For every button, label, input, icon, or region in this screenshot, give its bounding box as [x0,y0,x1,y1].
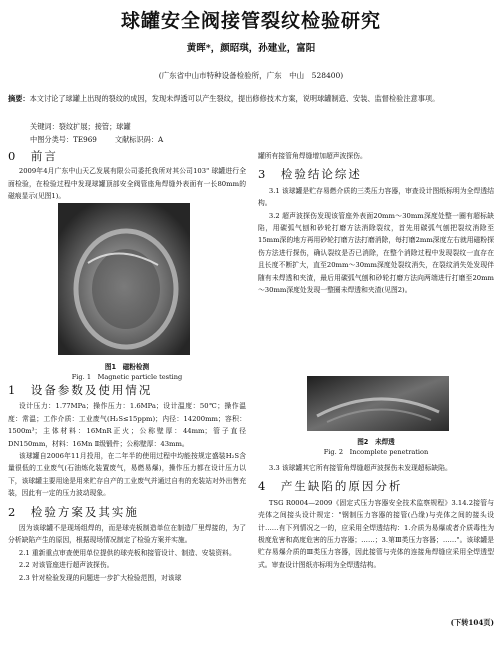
figure-1-caption [8,362,246,382]
right-column-lower [258,462,494,571]
paragraph-parameters: 设计压力：1.77MPa；操作压力：1.6MPa；设计温度：50℃；操作温度：常温；工作介质：工业废气(H₂S≤15ppm)；内径：14200mm；容积：1500m³；主体材料：16MnR正火；公称壁厚：44mm；管子直径DN150mm，材料：16Mn Ⅱ级锻件；公称壁厚：43mm。 [8,402,246,448]
left-column-lower [8,384,246,584]
paper-title: 球罐安全阀接管裂纹检验研究 [120,10,381,32]
figure-1-caption-en: Fig. 1 Magnetic particle testing [71,373,183,381]
paragraph-3-3: 3.3 该球罐其它所有接管角焊缝超声波探伤未发现超标缺陷。 [268,464,452,472]
figure-1-photo [58,203,190,355]
abstract-label: 摘要： [8,94,30,103]
affiliation: (广东省中山市特种设备检验所，广东 中山 528400) [158,71,344,80]
heading-parameters: 1 设备参数及使用情况 [8,383,153,397]
figure-2-photo [307,376,449,431]
paragraph-preface: 2009年4月广东中山天乙发展有限公司委托我所对其公司103" 球罐进行全面检验，在检验过程中发现球罐顶部安全阀管座角焊缝外表面有一长80mm的磁痕显示(见图1)。 [8,167,246,201]
paragraph-continued: 罐所有接管角焊缝增加超声波探伤。 [258,152,367,160]
paragraph-2-3: 2.3 针对检验发现的问题进一步扩大检验范围，对该球 [18,573,182,582]
paragraph-plan: 因为该球罐不是现场组焊的，而是球壳板制造单位在制造厂里焊接的，为了分析缺陷产生的原因，根据现场情况制定了检验方案并实施。 [8,524,246,545]
figure-2-caption-cn: 图2 未焊透 [357,438,395,446]
right-column [258,150,494,296]
paragraph-cause-analysis: TSG R0004—2009《固定式压力容器安全技术监察规程》3.14.2接管与壳体之间接头设计规定："钢制压力容器的接管(凸缘)与壳体之间的接头设计……有下列情况之一的，应采用全焊透结构：1.介质为易爆或者介质毒性为极度危害和高度危害的压力容器；……；3.第Ⅲ类压力容器；……"。该球罐是贮存易爆介质的Ⅲ类压力容器，因此接管与壳体的连接角焊缝应采用全焊透型式。审查设计图纸亦标明为全焊透结构。 [258,498,494,569]
heading-conclusions: 3 检验结论综述 [258,167,362,182]
abstract-text: 本文讨论了球罐上出现的裂纹的成因，发现未焊透可以产生裂纹，提出修修技术方案，说明球罐制造、安装、监督检验注意事项。 [29,94,440,103]
meta-info [30,120,181,146]
figure-2-caption-en: Fig. 2 Incomplete penetration [323,448,429,456]
document-code: 文献标识码：A [114,135,164,144]
authors: 黄晖*，颜昭琪，孙建业，富阳 [186,43,316,54]
heading-inspection-plan: 2 检验方案及其实施 [8,504,139,519]
paragraph-usage: 该球罐自2006年11月投用，在二年半的使用过程中均能按规定盛装H₂S含量很低的工业废气(石油炼化装置废气，易燃易爆)，操作压力都在设计压力以下，该球罐主要用途是用来贮存自产的工业废气并通过自有的充装站对外出售充装，因此有一定的压力波动现象。 [8,452,246,498]
heading-preface: 0 前言 [8,149,58,163]
paragraph-2-2: 2.2 对该管座进行超声波探伤。 [18,561,114,570]
left-column [8,150,246,203]
paragraph-3-2: 3.2 超声波探伤发现该管座外表面20mm～30mm深度处整一圈有超标缺陷，用碳弧气刨和砂轮打磨方法消除裂纹，首先用碳弧气刨把裂纹消除至15mm深的地方再用砂轮打磨方法打磨消除，每打磨2mm深度左右就用磁粉探伤方法进行探伤，确认裂纹是否已消除，在整个消除过程中发现裂纹一直存在且长度不断扩大，直至20mm～30mm深度处裂纹消失，在裂纹消失处发现伴随有未焊透和夹渣，最后用碳弧气刨和砂轮打磨方法向两端进行打磨至20mm～30mm深度处发现一整圈未焊透和夹渣(见图2)。 [258,211,494,295]
keywords: 关键词：裂纹扩展；接管；球罐 [30,122,131,131]
heading-cause-analysis: 4 产生缺陷的原因分析 [258,479,403,494]
figure-2-caption [258,437,494,457]
paragraph-2-1: 2.1 重新重点审查使用单位提供的球壳板和接管设计、制造、安装资料。 [18,548,236,557]
paragraph-3-1: 3.1 该球罐是贮存易燃介质的三类压力容器，审查设计图纸标明为全焊透结构。 [258,186,494,208]
continued-note: (下转104页) [450,618,494,627]
figure-1-caption-cn: 图1 磁粉检测 [104,363,150,371]
abstract [8,92,494,105]
clc-number: 中图分类号：TE969 [30,135,97,144]
